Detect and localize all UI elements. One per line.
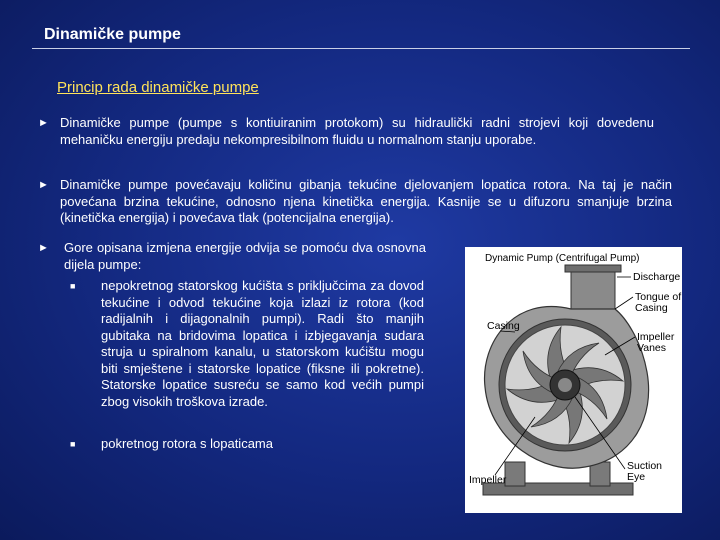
label-vanes-line1: Impeller <box>637 331 675 343</box>
label-tongue-line2: Casing <box>635 302 668 314</box>
label-casing: Casing <box>487 320 520 332</box>
bullet-item <box>38 115 654 148</box>
label-suction-line1: Suction <box>627 460 663 472</box>
label-vanes-line2: Vanes <box>637 342 666 354</box>
sub-bullet-text: pokretnog rotora s lopaticama <box>101 436 273 451</box>
bullet-text: Gore opisana izmjena energije odvija se pomoću dva osnovna dijela pumpe: <box>64 240 426 272</box>
diagram-title: Dynamic Pump (Centrifugal Pump) <box>485 253 640 264</box>
triangle-bullet-icon: ► <box>38 179 49 191</box>
slide-title: Dinamičke pumpe <box>44 26 181 43</box>
label-tongue-line1: Tongue of <box>635 291 682 303</box>
bullet-item <box>38 240 426 273</box>
sub-bullet-text: nepokretnog statorskog kućišta s priključcima za dovod tekućine i odvod tekućine koja izlazi iz rotora (kod radijalnih i dijagonalnih pumpi). Radi što manjih gubitaka na bridovima lopatica i izbjegavanja sudara struja u spiralnom kanalu, u statorskom kućištu mogu biti smještene i statorske lopatice (fiksne ili pokretne). Statorske lopatice susreću se samo kod većih pumpi zbog visokih troškova izrade. <box>101 278 424 409</box>
label-discharge: Discharge <box>633 271 681 283</box>
sub-bullet-item <box>70 278 424 410</box>
centrifugal-pump-diagram <box>465 247 682 513</box>
sub-bullet-item <box>70 436 424 453</box>
label-impeller: Impeller <box>469 474 507 486</box>
label-suction-line2: Eye <box>627 471 646 483</box>
bullet-item <box>38 177 672 227</box>
bullet-text: Dinamičke pumpe (pumpe s kontiuiranim protokom) su hidraulički radni strojevi koji dovedenu mehaničku energiju predaju nekompresibilnom fluidu u normalnom stanju uporabe. <box>60 115 654 147</box>
triangle-bullet-icon: ► <box>38 117 49 129</box>
bullet-text: Dinamičke pumpe povećavaju količinu gibanja tekućine djelovanjem lopatica rotora. Na taj je način povećana brzina tekućine, odnosno njena kinetička energija. Kasnije se u difuzoru smanjuje brzina (kinetička energija) i povećava tlak (potencijalna energija). <box>60 177 672 225</box>
slide-subtitle: Princip rada dinamičke pumpe <box>57 79 259 96</box>
title-divider <box>32 48 690 49</box>
square-bullet-icon: ■ <box>70 439 76 449</box>
triangle-bullet-icon: ► <box>38 242 49 254</box>
square-bullet-icon: ■ <box>70 281 76 291</box>
